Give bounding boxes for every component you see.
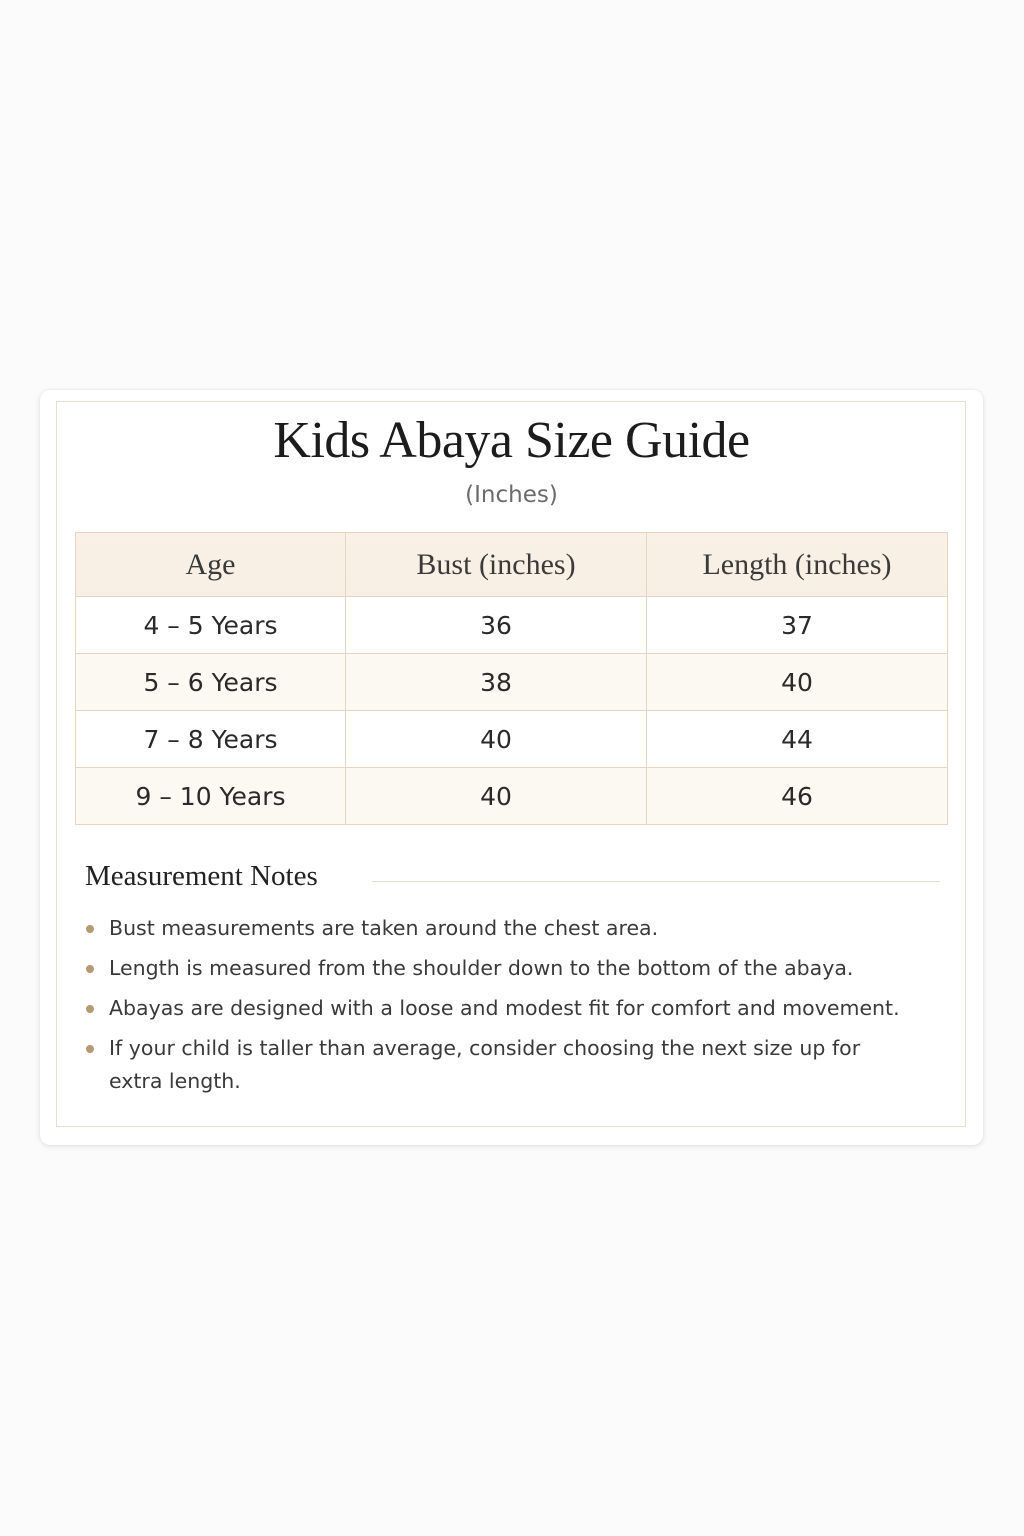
table-row [76, 597, 948, 654]
header-age: Age [76, 533, 346, 597]
header-length: Length (inches) [647, 533, 948, 597]
bullet-icon [86, 925, 94, 933]
guide-subtitle: (Inches) [465, 482, 558, 508]
bullet-icon [86, 1005, 94, 1013]
cell-age: 9 – 10 Years [76, 768, 346, 825]
cell-length: 46 [647, 768, 948, 825]
cell-bust: 38 [346, 654, 647, 711]
list-item [85, 952, 965, 985]
cell-length: 44 [647, 711, 948, 768]
list-item [85, 1032, 909, 1098]
cell-age: 5 – 6 Years [76, 654, 346, 711]
header-bust: Bust (inches) [346, 533, 647, 597]
guide-title: Kids Abaya Size Guide [273, 412, 750, 469]
notes-divider [372, 881, 940, 882]
table-header-row [76, 533, 948, 597]
notes-list [85, 912, 965, 1105]
list-item [85, 992, 965, 1025]
cell-age: 4 – 5 Years [76, 597, 346, 654]
notes-heading: Measurement Notes [85, 860, 318, 892]
bullet-icon [86, 965, 94, 973]
size-guide-card [40, 390, 983, 1145]
note-text: Abayas are designed with a loose and modest fit for comfort and movement. [109, 996, 900, 1020]
table-row [76, 711, 948, 768]
cell-length: 37 [647, 597, 948, 654]
note-text: If your child is taller than average, consider choosing the next size up for extra length. [109, 1036, 861, 1093]
cell-bust: 40 [346, 711, 647, 768]
table-row [76, 654, 948, 711]
list-item [85, 912, 965, 945]
note-text: Bust measurements are taken around the chest area. [109, 916, 659, 940]
bullet-icon [86, 1045, 94, 1053]
cell-age: 7 – 8 Years [76, 711, 346, 768]
note-text: Length is measured from the shoulder down to the bottom of the abaya. [109, 956, 854, 980]
cell-bust: 40 [346, 768, 647, 825]
table-row [76, 768, 948, 825]
size-table [75, 532, 948, 825]
cell-length: 40 [647, 654, 948, 711]
cell-bust: 36 [346, 597, 647, 654]
